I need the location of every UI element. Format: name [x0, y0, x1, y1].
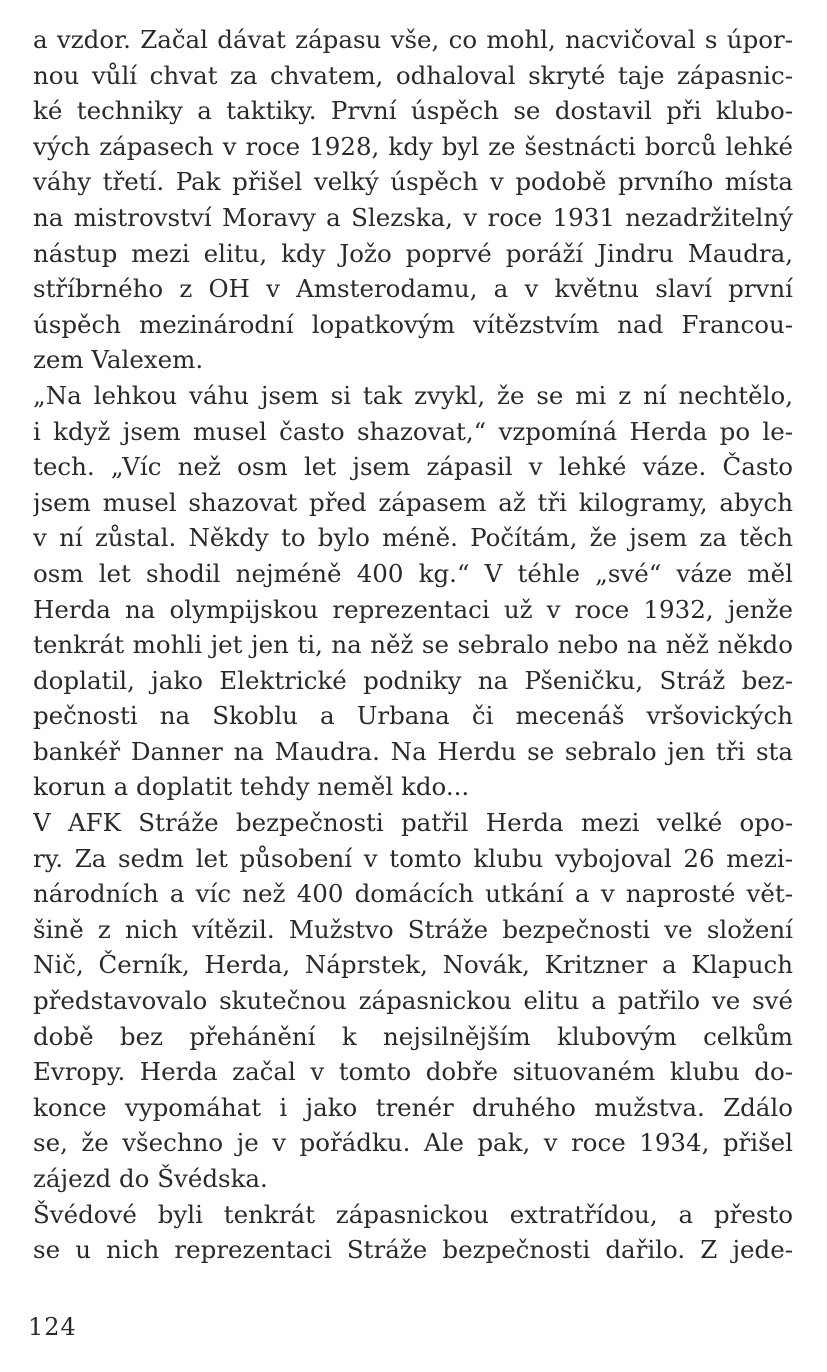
text-line: šině z nich vítězil. Mužstvo Stráže bezpečnosti ve složení — [33, 914, 793, 944]
book-page-text — [33, 22, 793, 1342]
text-line: nástup mezi elitu, kdy Jožo poprvé poráží Jindru Maudra, — [33, 238, 793, 268]
text-line: ké techniky a taktiky. První úspěch se dostavil při klubo- — [33, 96, 793, 126]
text-line: zájezd do Švédska. — [33, 1164, 268, 1193]
text-line: ry. Za sedm let působení v tomto klubu vybojoval 26 mezi- — [33, 843, 793, 873]
text-line: korun a doplatit tehdy neměl kdo... — [33, 772, 470, 802]
text-line: osm let shodil nejméně 400 kg.“ V téhle „své“ váze měl — [33, 558, 793, 588]
text-line: se, že všechno je v pořádku. Ale pak, v roce 1934, přišel — [33, 1128, 793, 1158]
text-line: váhy třetí. Pak přišel velký úspěch v podobě prvního místa — [33, 167, 793, 197]
text-line: V AFK Stráže bezpečnosti patřil Herda mezi velké opo- — [33, 808, 793, 838]
text-line: Švédové byli tenkrát zápasnickou extratřídou, a přesto — [33, 1199, 793, 1229]
text-line: a vzdor. Začal dávat zápasu vše, co mohl, nacvičoval s úpor- — [33, 25, 793, 54]
text-line: i když jsem musel často shazovat,“ vzpomíná Herda po le- — [33, 416, 793, 446]
text-line: představovalo skutečnou zápasnickou elitu a patřilo ve své — [33, 986, 793, 1016]
text-line: stříbrného z OH v Amsterodamu, a v květnu slaví první — [33, 274, 793, 304]
text-line: nou vůlí chvat za chvatem, odhaloval skryté taje zápasnic- — [33, 60, 793, 90]
text-line: doplatil, jako Elektrické podniky na Pšeničku, Stráž bez- — [33, 665, 793, 695]
text-line: jsem musel shazovat před zápasem až tři kilogramy, abych — [33, 487, 793, 517]
text-line: tenkrát mohli jet jen ti, na něž se sebralo nebo na něž někdo — [33, 630, 793, 660]
text-line: Herda na olympijskou reprezentaci už v roce 1932, jenže — [33, 594, 793, 624]
text-line: úspěch mezinárodní lopatkovým vítězstvím nad Francou- — [33, 309, 793, 339]
text-line: na mistrovství Moravy a Slezska, v roce 1931 nezadržitelný — [33, 202, 793, 232]
text-line: konce vypomáhat i jako trenér druhého mužstva. Zdálo — [33, 1092, 793, 1122]
text-line: Evropy. Herda začal v tomto dobře situovaném klubu do- — [33, 1057, 793, 1087]
text-line: tech. „Víc než osm let jsem zápasil v lehké váze. Často — [33, 452, 793, 482]
text-line: národních a víc než 400 domácích utkání a v naprosté vět- — [33, 879, 793, 909]
text-line: se u nich reprezentaci Stráže bezpečnosti dařilo. Z jede- — [33, 1235, 793, 1265]
text-line: bankéř Danner na Maudra. Na Herdu se sebralo jen tři sta — [33, 736, 793, 766]
text-line: pečnosti na Skoblu a Urbana či mecenáš vršovických — [33, 701, 793, 731]
page-number: 124 — [28, 1313, 77, 1341]
text-line: vých zápasech v roce 1928, kdy byl ze šestnácti borců lehké — [33, 131, 793, 161]
text-line: době bez přehánění k nejsilnějším klubovým celkům — [33, 1021, 793, 1051]
text-line: v ní zůstal. Někdy to bylo méně. Počítám, že jsem za těch — [33, 523, 793, 553]
text-line: „Na lehkou váhu jsem si tak zvykl, že se mi z ní nechtělo, — [33, 380, 793, 410]
text-line: Nič, Černík, Herda, Náprstek, Novák, Kritzner a Klapuch — [33, 950, 793, 980]
text-line: zem Valexem. — [33, 345, 204, 375]
